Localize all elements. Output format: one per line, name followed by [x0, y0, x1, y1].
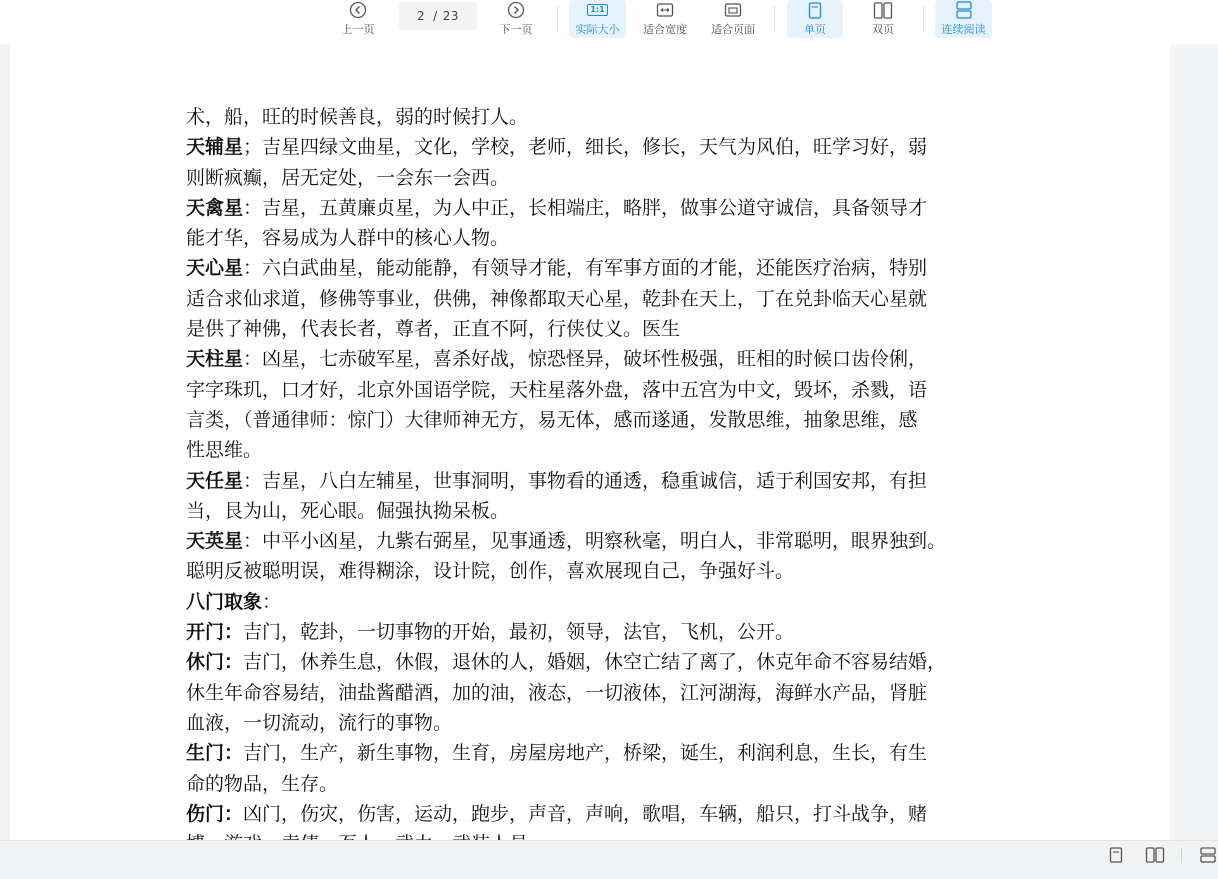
single-page-label: 单页 — [804, 23, 826, 36]
text-line: 当，艮为山，死心眼。倔强执拗呆板。 — [186, 499, 510, 522]
chevron-left-circle-icon — [349, 0, 367, 20]
single-page-button[interactable] — [787, 0, 843, 38]
fit-width-label: 适合宽度 — [643, 23, 687, 36]
fit-width-icon — [656, 0, 674, 20]
chevron-right-circle-icon — [507, 0, 525, 20]
document-text — [186, 102, 1026, 859]
toolbar-divider — [557, 6, 558, 32]
toolbar-divider — [923, 6, 924, 32]
continuous-view-icon[interactable] — [1198, 845, 1218, 865]
right-gutter — [1170, 44, 1218, 840]
text-line: 天英星：中平小凶星，九紫右弼星，见事通透，明察秋毫，明白人，非常聪明，眼界独到。 — [186, 530, 947, 553]
double-page-button[interactable] — [856, 0, 910, 38]
continuous-reading-button[interactable] — [935, 0, 992, 38]
fit-page-label: 适合页面 — [711, 23, 755, 36]
status-bar — [0, 840, 1218, 879]
text-line: 休生年命容易结，油盐酱醋酒，加的油，液态，一切液体，江河湖海，海鲜水产品，肾脏 — [186, 681, 928, 704]
text-line: 天任星：吉星，八白左辅星，世事洞明，事物看的通透，稳重诚信，适于利国安邦，有担 — [186, 469, 928, 492]
continuous-reading-icon — [955, 0, 973, 20]
continuous-reading-label: 连续阅读 — [941, 23, 986, 36]
text-line: 伤门：凶门，伤灾，伤害，运动，跑步，声音，声响，歌唱，车辆，船只，打斗战争，赌 — [186, 802, 928, 825]
toolbar-divider — [774, 6, 775, 32]
text-line: 天禽星：吉星，五黄廉贞星，为人中正，长相端庄，略胖，做事公道守诚信，具备领导才 — [186, 196, 928, 219]
text-line: 开门：吉门，乾卦，一切事物的开始，最初，领导，法官，飞机，公开。 — [186, 621, 795, 644]
document-page — [10, 44, 1170, 840]
text-line: 术，船，旺的时候善良，弱的时候打人。 — [186, 106, 529, 128]
page-number-box[interactable] — [399, 2, 477, 30]
text-line: 则断疯癫，居无定处，一会东一会西。 — [186, 166, 510, 189]
double-page-label: 双页 — [872, 23, 894, 36]
actual-size-label: 实际大小 — [575, 23, 620, 36]
text-line: 言类，（普通律师：惊门）大律师神无方，易无体，感而遂通，发散思维，抽象思维，感 — [186, 408, 918, 431]
text-line: 天心星：六白武曲星，能动能静，有领导才能，有军事方面的才能，还能医疗治病，特别 — [186, 257, 928, 280]
text-line: 是供了神佛，代表长者，尊者，正直不阿，行侠仗义。医生 — [186, 318, 681, 341]
text-line: 八门取象： — [186, 590, 282, 613]
page-total: 23 — [442, 9, 459, 23]
fit-page-icon — [724, 0, 742, 20]
next-page-button[interactable] — [494, 0, 538, 38]
single-page-icon — [808, 0, 822, 20]
text-line: 聪明反被聪明误，难得糊涂，设计院，创作，喜欢展现自己，争强好斗。 — [186, 560, 795, 583]
text-line: 适合求仙求道，修佛等事业，供佛，神像都取天心星，乾卦在天上，丁在兑卦临天心星就 — [186, 287, 928, 310]
fit-width-button[interactable] — [638, 0, 692, 38]
text-line: 字字珠玑，口才好，北京外国语学院，天柱星落外盘，落中五宫为中文，毁坏，杀戮，语 — [186, 378, 928, 401]
text-line: 血液，一切流动，流行的事物。 — [186, 711, 453, 734]
single-page-view-icon[interactable] — [1106, 845, 1126, 865]
next-page-label: 下一页 — [499, 23, 533, 36]
text-line: 能才华，容易成为人群中的核心人物。 — [186, 227, 510, 250]
prev-page-button[interactable] — [336, 0, 380, 38]
text-line: 天柱星：凶星，七赤破军星，喜杀好战，惊恐怪异，破坏性极强，旺相的时候口齿伶俐， — [186, 348, 928, 371]
text-line: 性思维。 — [186, 439, 263, 462]
text-line: 天辅星；吉星四绿文曲星，文化，学校，老师，细长，修长，天气为风伯，旺学习好，弱 — [186, 136, 928, 159]
page-current[interactable]: 2 — [417, 9, 426, 23]
actual-size-button[interactable] — [569, 0, 626, 38]
text-line: 休门：吉门，休养生息，休假，退休的人，婚姻，休空亡结了离了，休克年命不容易结婚， — [186, 651, 947, 674]
text-line: 命的物品，生存。 — [186, 772, 339, 795]
viewer-toolbar — [0, 0, 1218, 44]
status-divider — [1181, 847, 1182, 863]
fit-page-button[interactable] — [706, 0, 760, 38]
text-line: 生门：吉门，生产，新生事物，生育，房屋房地产，桥梁，诞生，利润利息，生长，有生 — [186, 742, 928, 765]
actual-size-icon: 1:1 — [587, 0, 607, 20]
double-page-icon — [873, 0, 893, 20]
double-page-view-icon[interactable] — [1145, 845, 1165, 865]
page-separator: / — [433, 9, 438, 23]
prev-page-label: 上一页 — [341, 23, 375, 36]
